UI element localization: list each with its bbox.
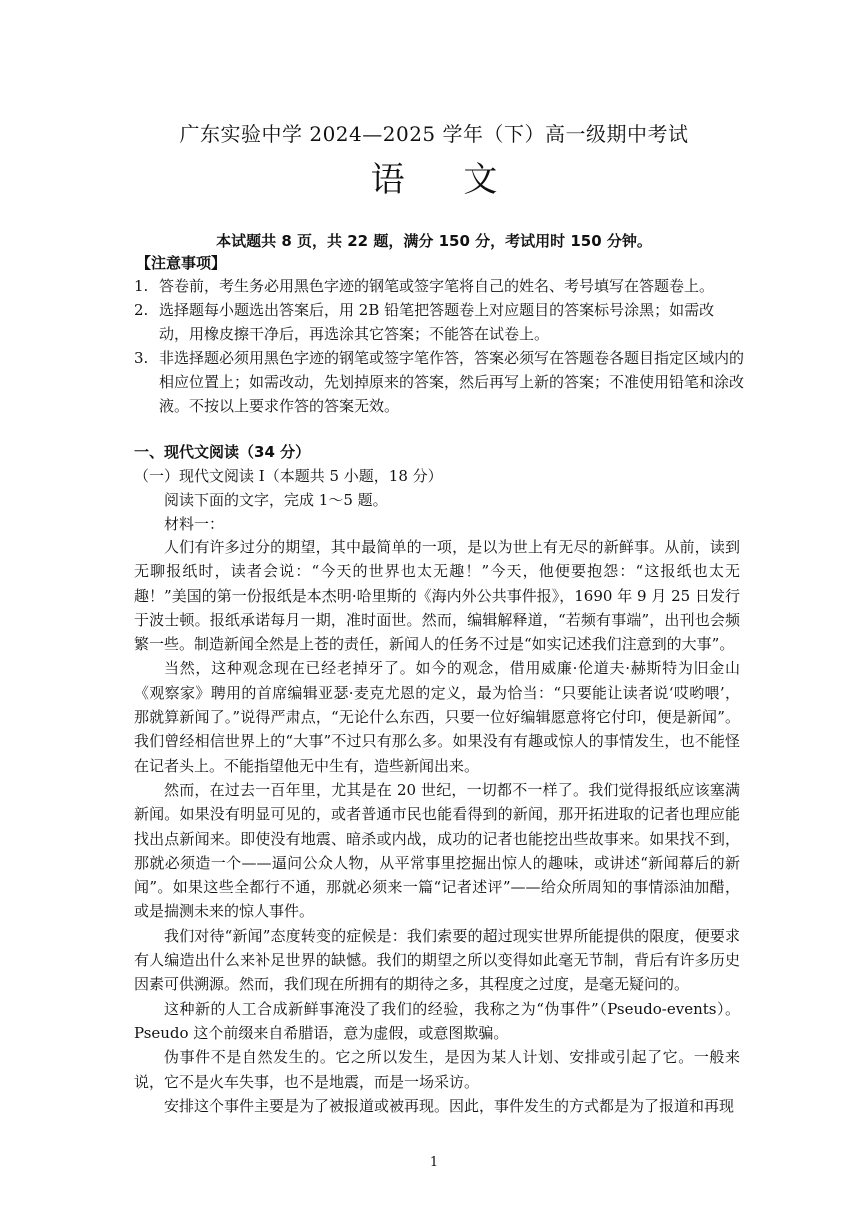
exam-info: 本试题共 8 页，共 22 题，满分 150 分，考试用时 150 分钟。 [216, 232, 652, 250]
notice-text: 非选择题必须用黑色字迹的钢笔或签字笔作答，答案必须写在答题卷各题目指定区域内的相应位置上；如需改动，先划掉原来的答案，然后再写上新的答案；不准使用铅笔和涂改液。不按以上要求作答的答案无效。 [159, 349, 745, 415]
notice-number: 2. [134, 301, 149, 319]
page-number: 1 [429, 1155, 439, 1170]
reading-passage [134, 535, 740, 1118]
notice-item [134, 346, 744, 418]
notice-number: 1. [134, 277, 149, 295]
notice-list [134, 274, 744, 418]
notice-text: 答卷前，考生务必用黑色字迹的钢笔或签字笔将自己的姓名、考号填写在答题卷上。 [159, 277, 715, 295]
notice-item [134, 298, 744, 346]
notice-number: 3. [134, 349, 149, 367]
notice-heading: 【注意事项】 [136, 254, 227, 272]
passage-paragraph: 这种新的人工合成新鲜事淹没了我们的经验，我称之为“伪事件”（Pseudo-events）。Pseudo 这个前缀来自希腊语，意为虚假，或意图欺骗。 [134, 999, 740, 1042]
passage-paragraph: 伪事件不是自然发生的。它之所以发生，是因为某人计划、安排或引起了它。一般来说，它不是火车失事，也不是地震，而是一场采访。 [134, 1048, 740, 1091]
material-label: 材料一： [164, 515, 225, 533]
section-heading: 一、现代文阅读（34 分） [134, 443, 311, 461]
notice-text: 选择题每小题选出答案后，用 2B 铅笔把答题卷上对应题目的答案标号涂黑；如需改动，用橡皮擦干净后，再选涂其它答案；不能答在试卷上。 [159, 301, 715, 343]
subject-title: 语 文 [370, 160, 522, 200]
passage-paragraph: 安排这个事件主要是为了被报道或被再现。因此，事件发生的方式都是为了报道和再现 [164, 1096, 735, 1115]
passage-paragraph: 然而，在过去一百年里，尤其是在 20 世纪，一切都不一样了。我们觉得报纸应该塞满新闻。如果没有明显可见的，或者普通市民也能看得到的新闻，那开拓进取的记者也理应能找出点新闻来。即使没有地震、暗杀或内战，成功的记者也能挖出些故事来。如果找不到，那就必须造一个——逼问公众人物，从平常事里挖掘出惊人的趣味，或讲述“新闻幕后的新闻”。如果这些全都行不通，那就必须来一篇“记者述评”——给众所周知的事情添油加醋，或是揣测未来的惊人事件。 [134, 780, 740, 921]
subsection-heading: （一）现代文阅读 I（本题共 5 小题，18 分） [134, 467, 443, 485]
passage-paragraph: 我们对待“新闻”态度转变的症候是：我们索要的超过现实世界所能提供的限度，便要求有人编造出什么来补足世界的缺憾。我们的期望之所以变得如此毫无节制，背后有许多历史因素可供溯源。然而，我们现在所拥有的期待之多，其程度之过度，是毫无疑问的。 [134, 926, 740, 994]
reading-instruction: 阅读下面的文字，完成 1～5 题。 [164, 491, 388, 509]
passage-paragraph: 人们有许多过分的期望，其中最简单的一项，是以为世上有无尽的新鲜事。从前，读到无聊报纸时，读者会说：“今天的世界也太无趣！”今天，他便要抱怨：“这报纸也太无趣！”美国的第一份报纸是本杰明·哈里斯的《海内外公共事件报》，1690 年 9 月 25 日发行于波士顿。报纸承诺每月一期，准时面世。然而，编辑解释道，“若频有事端”，出刊也会频繁一些。制造新闻全然是上苍的责任，新闻人的任务不过是“如实记述我们注意到的大事”。 [134, 538, 740, 654]
notice-item [134, 274, 744, 298]
passage-paragraph: 当然，这种观念现在已经老掉牙了。如今的观念，借用威廉·伦道夫·赫斯特为旧金山《观察家》聘用的首席编辑亚瑟·麦克尤恩的定义，最为恰当：“只要能让读者说‘哎哟喂’，那就算新闻了。”说得严肃点，“无论什么东西，只要一位好编辑愿意将它付印，便是新闻”。我们曾经相信世界上的“大事”不过只有那么多。如果没有有趣或惊人的事情发生，也不能怪在记者头上。不能指望他无中生有，造些新闻出来。 [134, 659, 740, 775]
exam-title: 广东实验中学 2024—2025 学年（下）高一级期中考试 [179, 122, 689, 146]
